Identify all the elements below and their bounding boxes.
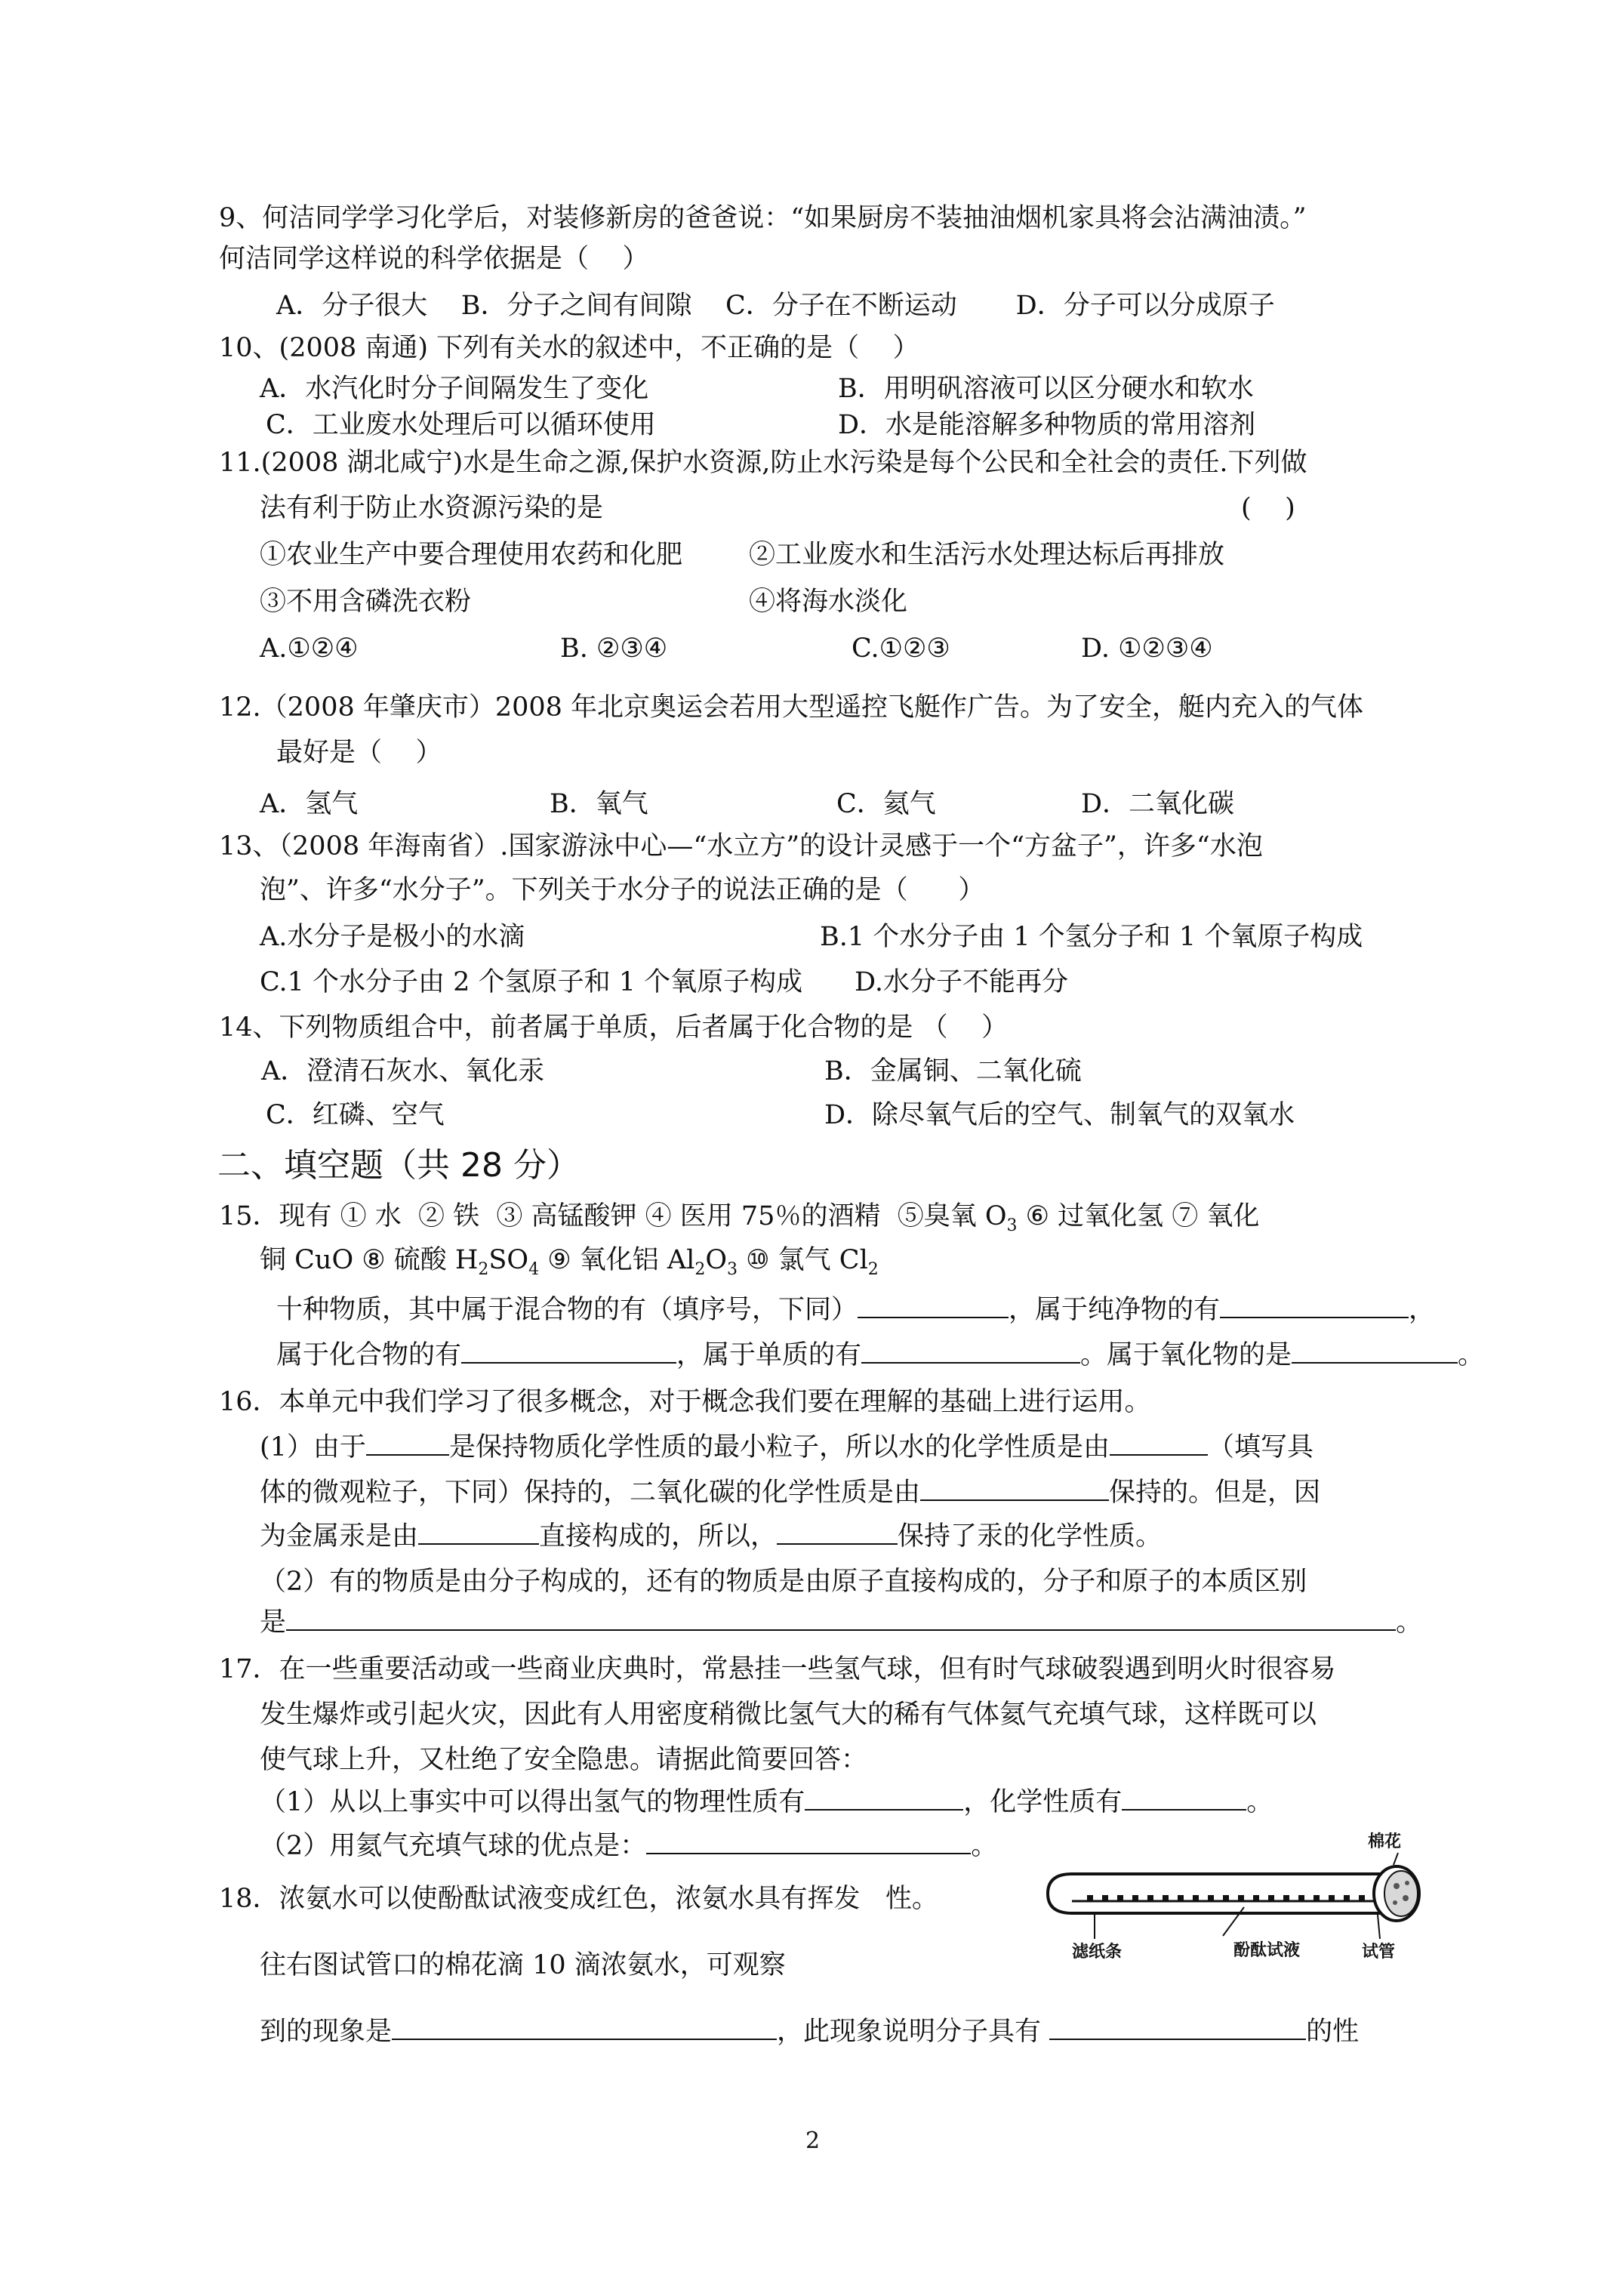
q17-part2: （2）用氦气充填气球的优点是： 。 <box>260 1831 998 1861</box>
q18-line2: 往右图试管口的棉花滴 10 滴浓氨水，可观察 <box>260 1950 786 1980</box>
page-number: 2 <box>805 2128 821 2154</box>
q17-line3: 使气球上升，又杜绝了安全隐患。请据此简要回答： <box>260 1745 868 1775</box>
q17-part1: （1）从以上事实中可以得出氢气的物理性质有 ，化学性质有 。 <box>260 1787 1273 1817</box>
q13-option-c: C.1 个水分子由 2 个氢原子和 1 个氧原子构成 <box>260 967 803 997</box>
q11-option-c: C.①②③ <box>852 633 950 664</box>
q14-option-a: A．澄清石灰水、氧化汞 <box>261 1056 545 1086</box>
q16-blank-6[interactable] <box>286 1607 1396 1631</box>
test-tube-outline <box>1048 1874 1397 1913</box>
q16-blank-4[interactable] <box>418 1521 539 1545</box>
q15-blank-element[interactable] <box>861 1339 1080 1364</box>
q16-part1-line2: 体的微观粒子，下同）保持的，二氧化碳的化学性质是由 保持的。但是，因 <box>260 1478 1321 1508</box>
label-filter-paper: 滤纸条 <box>1072 1943 1123 1962</box>
q12-option-b: B．氧气 <box>550 789 648 819</box>
q13-line1: 13、（2008 年海南省）.国家游泳中心—“水立方”的设计灵感于一个“方盆子”，许多“水泡 <box>219 831 1263 861</box>
q16-blank-3[interactable] <box>920 1477 1109 1501</box>
q11-option-a: A.①②④ <box>260 633 359 664</box>
q11-line1: 11.(2008 湖北咸宁)水是生命之源,保护水资源,防止水污染是每个公民和全社会的责任.下列做 <box>219 448 1307 478</box>
q12-option-c: C．氦气 <box>836 789 936 819</box>
q18-line3: 到的现象是 ，此现象说明分子具有 的性 <box>260 2017 1360 2047</box>
phenolphthalein-drops <box>1087 1895 1365 1900</box>
q17-line2: 发生爆炸或引起火灾，因此有人用密度稍微比氢气大的稀有气体氦气充填气球，这样既可以 <box>260 1700 1317 1730</box>
q16-part2-line2: 是 。 <box>260 1607 1423 1638</box>
q16-part1-line3: 为金属汞是由 直接构成的，所以， 保持了汞的化学性质。 <box>260 1521 1163 1552</box>
q11-item3: ③不用含磷洗衣粉 <box>260 587 472 617</box>
q13-option-d: D.水分子不能再分 <box>855 967 1068 997</box>
q10-option-d: D．水是能溶解多种物质的常用溶剂 <box>838 410 1256 440</box>
q12-line1: 12.（2008 年肇庆市）2008 年北京奥运会若用大型遥控飞艇作广告。为了安全，艇内充入的气体 <box>219 692 1364 723</box>
q9-options: A．分子很大 B．分子之间有间隙 C．分子在不断运动 D．分子可以分成原子 <box>276 291 1275 321</box>
q13-option-b: B.1 个水分子由 1 个氢分子和 1 个氧原子构成 <box>820 922 1363 952</box>
q15-line3: 十种物质，其中属于混合物的有（填序号，下同） ，属于纯净物的有 ， <box>276 1295 1436 1325</box>
q14-option-d: D．除尽氧气后的空气、制氧气的双氧水 <box>824 1100 1295 1130</box>
q16-blank-1[interactable] <box>366 1432 449 1456</box>
q16-blank-5[interactable] <box>777 1521 898 1545</box>
q12-option-d: D．二氧化碳 <box>1081 789 1235 819</box>
q11-item2: ②工业废水和生活污水处理达标后再排放 <box>749 540 1225 570</box>
q17-line1: 17．在一些重要活动或一些商业庆典时，常悬挂一些氢气球，但有时气球破裂遇到明火时很容易 <box>219 1654 1336 1684</box>
q16-stem: 16．本单元中我们学习了很多概念，对于概念我们要在理解的基础上进行运用。 <box>219 1387 1151 1417</box>
q12-line2: 最好是（ ） <box>276 738 442 768</box>
q11-bracket: ( ) <box>1241 493 1295 523</box>
q16-blank-2[interactable] <box>1110 1432 1208 1456</box>
q10-option-b: B．用明矾溶液可以区分硬水和软水 <box>838 374 1254 404</box>
q15-blank-pure[interactable] <box>1220 1294 1409 1318</box>
q15-line1: 15．现有 ① 水 ② 铁 ③ 高锰酸钾 ④ 医用 75％的酒精 ⑤臭氧 $O_3$ ⑥ 过氧化氢 ⑦ 氧化 <box>219 1201 1260 1235</box>
q15-blank-compound[interactable] <box>461 1339 676 1364</box>
q11-option-d: D. ①②③④ <box>1081 633 1213 664</box>
q13-line2: 泡”、许多“水分子”。下列关于水分子的说法正确的是（ ） <box>260 875 985 905</box>
q15-blank-mixture[interactable] <box>858 1294 1009 1318</box>
q10-option-a: A．水汽化时分子间隔发生了变化 <box>260 374 649 404</box>
test-tube-figure <box>1042 1826 1434 1977</box>
q17-blank-advantage[interactable] <box>646 1830 971 1854</box>
cotton-plug <box>1374 1866 1419 1921</box>
q14-stem: 14、下列物质组合中，前者属于单质，后者属于化合物的是 （ ） <box>219 1012 1009 1043</box>
label-cotton: 棉花 <box>1368 1832 1402 1851</box>
q16-part1-line1: (1）由于 是保持物质化学性质的最小粒子，所以水的化学性质是由 （填写具 <box>260 1432 1313 1462</box>
q14-option-c: C．红磷、空气 <box>266 1100 445 1130</box>
q18-blank-property[interactable] <box>1049 2016 1306 2040</box>
q15-line4: 属于化合物的有 ，属于单质的有 。属于氧化物的是 。 <box>276 1340 1485 1370</box>
q11-option-b: B. ②③④ <box>560 633 668 664</box>
label-phenolphthalein: 酚酞试液 <box>1233 1941 1301 1960</box>
label-test-tube: 试管 <box>1362 1943 1396 1962</box>
q15-line2: 铜 CuO ⑧ 硫酸 $H_2SO_4$ ⑨ 氧化铝 $Al_2O_3$ ⑩ 氯气 $Cl_2$ <box>260 1245 879 1279</box>
q11-line2: 法有利于防止水资源污染的是 <box>260 493 604 523</box>
section-heading: 二、填空题（共 28 分） <box>217 1146 580 1185</box>
q15-blank-oxide[interactable] <box>1292 1339 1458 1364</box>
q16-part2-line1: （2）有的物质是由分子构成的，还有的物质是由原子直接构成的，分子和原子的本质区别 <box>260 1567 1307 1597</box>
q14-option-b: B．金属铜、二氧化硫 <box>824 1056 1082 1086</box>
q17-blank-physical[interactable] <box>805 1786 963 1811</box>
q17-blank-chemical[interactable] <box>1122 1786 1246 1811</box>
q18-line1: 18．浓氨水可以使酚酞试液变成红色，浓氨水具有挥发 性。 <box>219 1884 938 1914</box>
q9-line2: 何洁同学这样说的科学依据是（ ） <box>219 244 649 274</box>
q13-option-a: A.水分子是极小的水滴 <box>260 922 525 952</box>
q9-line1: 9、何洁同学学习化学后，对装修新房的爸爸说：“如果厨房不装抽油烟机家具将会沾满油渍。” <box>219 203 1307 233</box>
q18-blank-phenomenon[interactable] <box>392 2016 777 2040</box>
q10-option-c: C．工业废水处理后可以循环使用 <box>266 410 656 440</box>
q11-item4: ④将海水淡化 <box>749 587 908 617</box>
q11-item1: ①农业生产中要合理使用农药和化肥 <box>260 540 683 570</box>
q10-stem: 10、(2008 南通) 下列有关水的叙述中，不正确的是（ ） <box>219 333 919 363</box>
q12-option-a: A．氢气 <box>260 789 359 819</box>
